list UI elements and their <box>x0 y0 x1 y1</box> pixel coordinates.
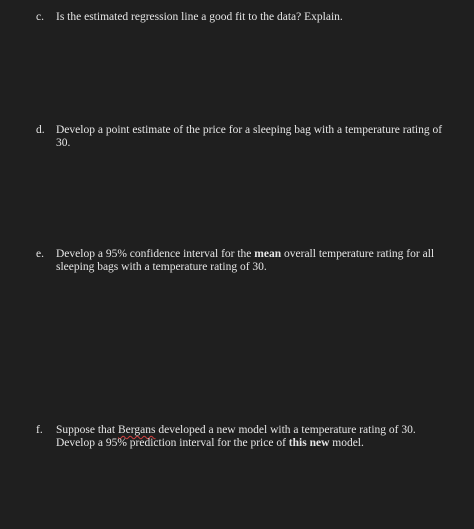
question-f-marker: f. <box>36 424 43 436</box>
question-d-marker: d. <box>36 124 45 136</box>
question-e-text <box>56 248 456 274</box>
question-f-text-part3: model. <box>329 437 364 449</box>
question-d <box>36 124 456 150</box>
question-e-text-part1: Develop a 95% confidence interval for the <box>56 248 255 260</box>
question-e-text-part2: overall temperature rating for all sleeping bags with a temperature rating of 30. <box>56 248 435 273</box>
question-f-text-part1: Suppose that <box>56 424 118 436</box>
question-e-marker: e. <box>36 248 44 260</box>
question-c-marker: c. <box>36 11 44 23</box>
question-f <box>36 424 456 450</box>
question-c-text: Is the estimated regression line a good fit to the data? Explain. <box>56 11 343 23</box>
question-c <box>36 11 456 24</box>
question-f-text <box>56 424 456 450</box>
question-d-text: Develop a point estimate of the price for a sleeping bag with a temperature rating of 30. <box>56 124 443 149</box>
question-e-bold-mean: mean <box>254 248 282 260</box>
question-f-spellcheck-word: Bergans <box>117 424 156 436</box>
question-f-text-part2: developed a new model with a temperature rating of 30. Develop a 95% prediction interval for the price of <box>56 424 416 449</box>
question-f-bold-this-new: this new <box>288 437 330 449</box>
question-e <box>36 248 456 274</box>
